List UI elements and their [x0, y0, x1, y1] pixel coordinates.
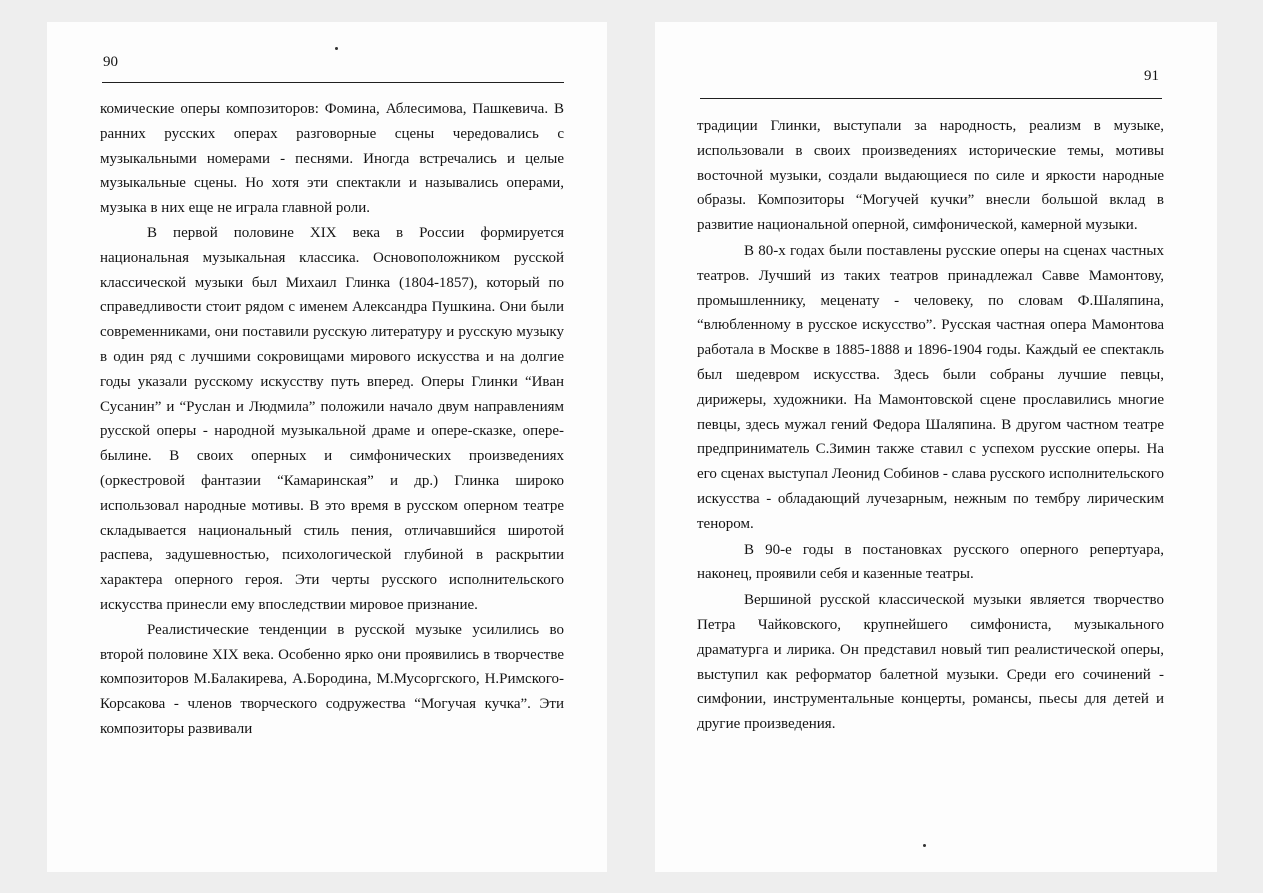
page-body	[697, 114, 1164, 737]
paragraph: В первой половине XIX века в России формируется национальная музыкальная классика. Основоположником русской классической музыки был Михаил Глинка (1804-1857), который по справедливости стоит рядом с именем Александра Пушкина. Они были современниками, они поставили русскую литературу и русскую музыку в один ряд с лучшими сокровищами мирового искусства и на долгие годы указали русскому искусству путь вперед. Оперы Глинки “Иван Сусанин” и “Руслан и Людмила” положили начало двум направлениям русской оперы - народной музыкальной драме и опере-сказке, опере-былине. В своих оперных и симфонических произведениях (оркестровой фантазии “Камаринская” и др.) Глинка широко использовал народные мотивы. В это время в русском оперном театре складывается национальный стиль пения, отличавшийся широтой распева, задушевностью, психологической глубиной в раскрытии характера оперного героя. Эти черты русского исполнительского искусства принесли ему впоследствии мировое признание.	[100, 224, 564, 613]
left-page	[47, 22, 607, 872]
header-rule	[102, 82, 564, 83]
paragraph: Реалистические тенденции в русской музыке усилились во второй половине XIX века. Особенно ярко они проявились в творчестве композиторов М.Балакирева, А.Бородина, М.Мусоргского, Н.Римского-Корсакова - членов творческого содружества “Могучая кучка”. Эти композиторы развивали	[100, 621, 564, 737]
page-number: 90	[103, 54, 118, 70]
right-page	[655, 22, 1217, 872]
paragraph: В 90-е годы в постановках русского оперного репертуара, наконец, проявили себя и казенные театры.	[697, 541, 1164, 583]
paragraph: Вершиной русской классической музыки является творчество Петра Чайковского, крупнейшего симфониста, музыкального драматурга и лирика. Он представил новый тип реалистической оперы, выступил как реформатор балетной музыки. Среди его сочинений - симфонии, инструментальные концерты, романсы, пьесы для детей и другие произведения.	[697, 592, 1164, 733]
paragraph: комические оперы композиторов: Фомина, Аблесимова, Пашкевича. В ранних русских операх разговорные сцены чередовались с музыкальными номерами - песнями. Иногда встречались и целые музыкальные сцены. Но хотя эти спектакли и назывались операми, музыка в них еще не играла главной роли.	[100, 101, 564, 217]
scan-speck	[335, 47, 338, 50]
page-number: 91	[1144, 68, 1159, 84]
page-body	[100, 97, 564, 742]
scan-speck	[923, 844, 926, 847]
paragraph: традиции Глинки, выступали за народность, реализм в музыке, использовали в своих произведениях исторические темы, мотивы восточной музыки, создали выдающиеся по силе и яркости народные образы. Композиторы “Могучей кучки” внесли большой вклад в развитие национальной оперной, симфонической, камерной музыки.	[697, 118, 1164, 234]
paragraph: В 80-х годах были поставлены русские оперы на сценах частных театров. Лучший из таких театров принадлежал Савве Мамонтову, промышленнику, меценату - человеку, по словам Ф.Шаляпина, “влюбленному в русское искусство”. Русская частная опера Мамонтова работала в Москве в 1885-1888 и 1896-1904 годы. Каждый ее спектакль был шедевром искусства. Здесь были собраны лучшие певцы, дирижеры, художники. На Мамонтовской сцене прославились многие певцы, здесь мужал гений Федора Шаляпина. В другом частном театре предприниматель С.Зимин также ставил с успехом русские оперы. На его сценах выступал Леонид Собинов - слава русского исполнительского искусства - обладающий лучезарным, нежным по тембру лирическим тенором.	[697, 242, 1164, 532]
header-rule	[700, 98, 1162, 99]
